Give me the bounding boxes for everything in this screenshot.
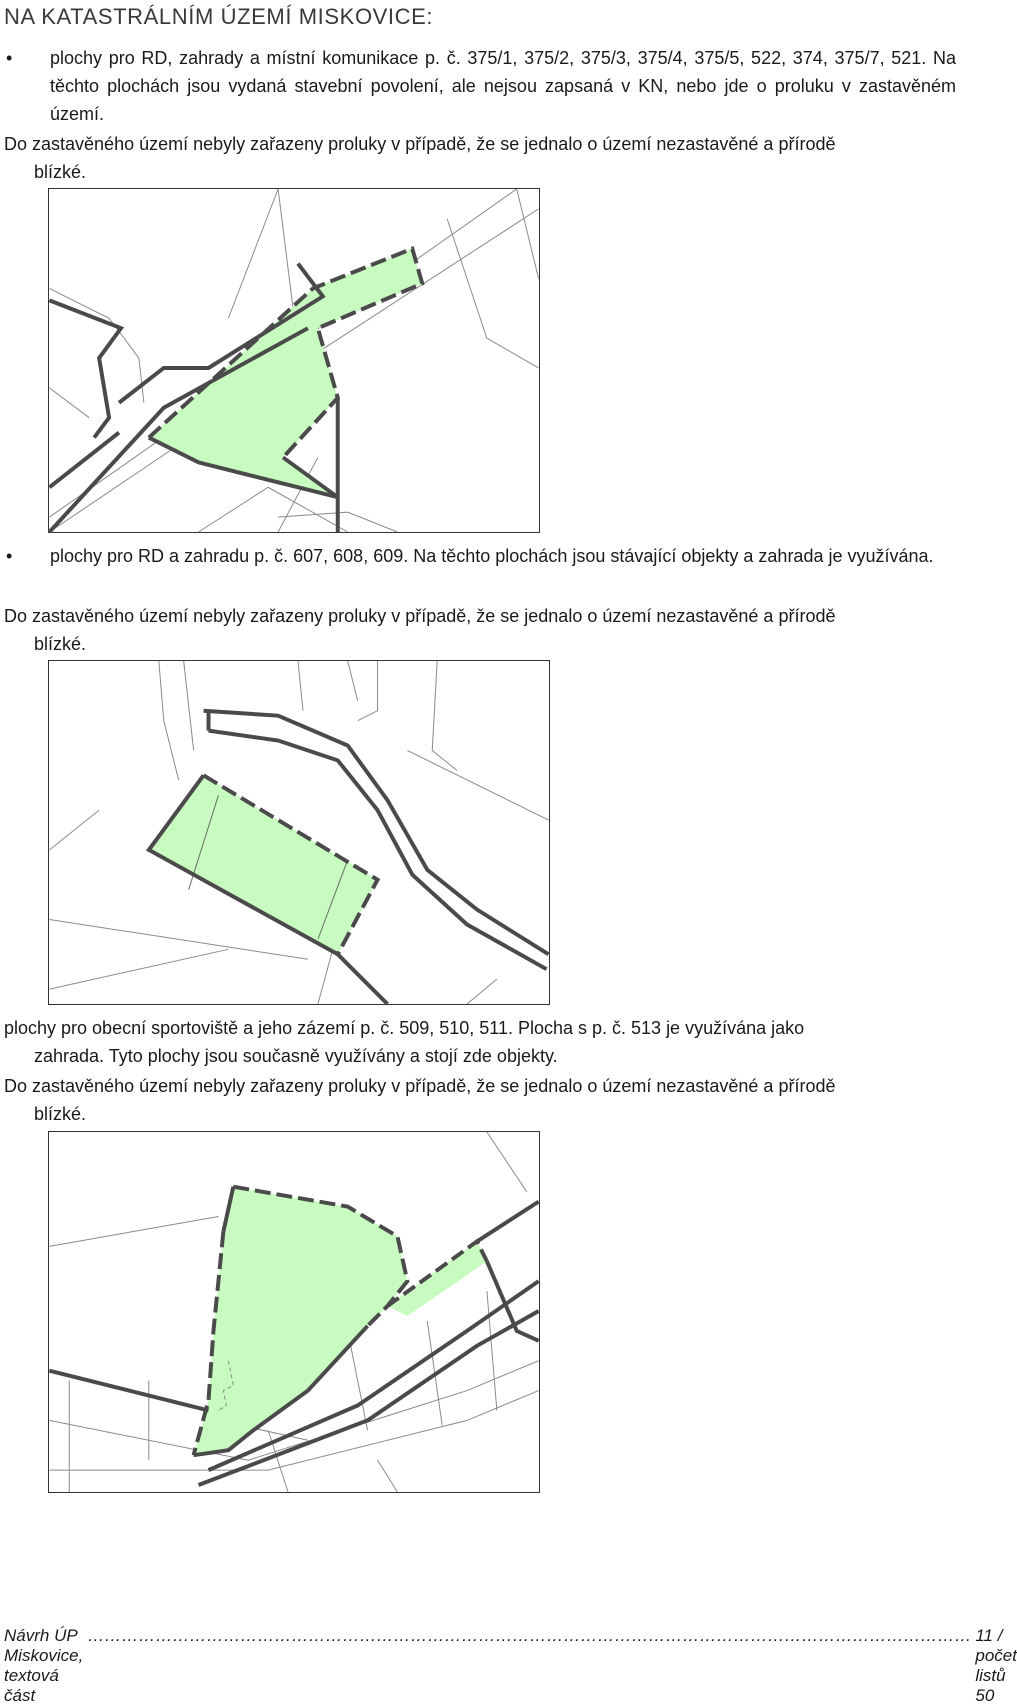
section-2-note-line2: blízké. [34, 634, 87, 654]
section-3-note-line1: Do zastavěného území nebyly zařazeny proluky v případě, že se jednalo o území nezastavěné a přírodě [4, 1076, 836, 1096]
bullet-2: • [6, 546, 13, 566]
section-2-rest: využívána. [847, 546, 934, 566]
bullet-1: • [6, 48, 13, 68]
section-3-text [4, 1014, 954, 1070]
page-heading: NA KATASTRÁLNÍM ÚZEMÍ MISKOVICE: [4, 4, 434, 29]
section-1-note-line1: Do zastavěného území nebyly zařazeny proluky v případě, že se jednalo o území nezastavěné a přírodě [4, 134, 836, 154]
section-1-rest: 375/7, 521. Na těchto plochách jsou vydaná stavební povolení, ale nejsou zapsaná v KN, nebo jde o proluku v zastavěném území. [50, 48, 957, 124]
section-1-note [4, 130, 954, 186]
section-2-note [4, 602, 954, 658]
footer-leader-dots: ………………………………………………………………………………………………………………………………………… [87, 1626, 972, 1645]
map-2 [48, 660, 550, 1005]
section-2-text [50, 542, 956, 570]
section-1-note-line2: blízké. [34, 162, 87, 182]
section-1-text [50, 44, 956, 128]
map-1 [48, 188, 540, 533]
map-3 [48, 1131, 540, 1493]
section-3-line1: plochy pro obecní sportoviště a jeho zázemí p. č. 509, 510, 511. Plocha s p. č. 513 je využívána jako [4, 1018, 805, 1038]
section-2-note-line1: Do zastavěného území nebyly zařazeny proluky v případě, že se jednalo o území nezastavěné a přírodě [4, 606, 836, 626]
section-3-note [4, 1072, 954, 1128]
section-3-line2: zahrada. Tyto plochy jsou současně využívány a stojí zde objekty. [34, 1046, 558, 1066]
section-2-line1: plochy pro RD a zahradu p. č. 607, 608, 609. Na těchto plochách jsou stávající objekty a zahrada je [50, 546, 843, 566]
page-footer [4, 1626, 1017, 1706]
section-1-line1: plochy pro RD, zahrady a místní komunikace p. č. 375/1, 375/2, 375/3, 375/4, 375/5, 522, 374, [50, 48, 828, 68]
map-1-drawing [49, 189, 539, 532]
section-3-note-line2: blízké. [34, 1104, 87, 1124]
map-2-drawing [49, 661, 549, 1004]
map-3-drawing [49, 1132, 539, 1492]
footer-page-number: 11 / počet listů 50 [975, 1626, 1017, 1705]
footer-document-title: Návrh ÚP Miskovice, textová část [4, 1626, 84, 1705]
